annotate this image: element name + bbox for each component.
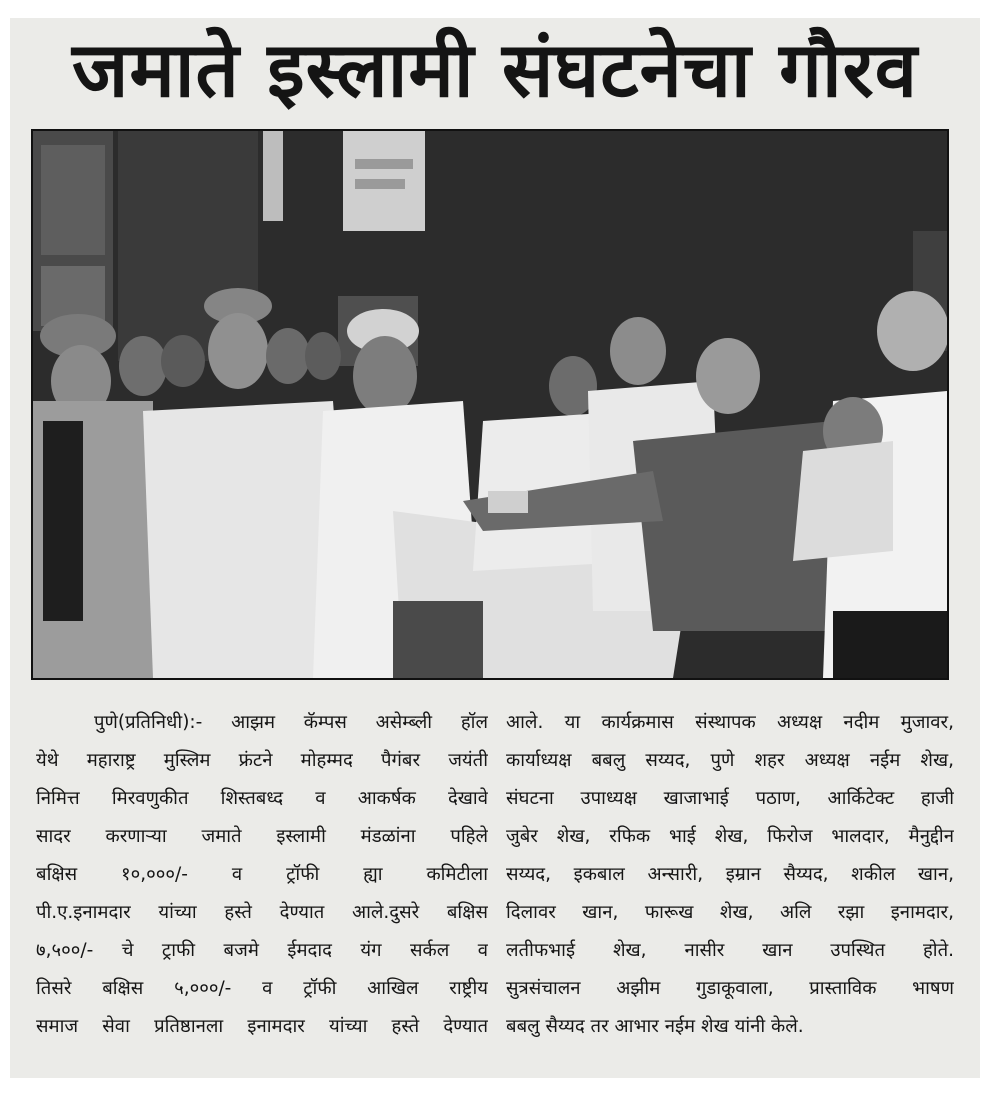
text-line: संघटना उपाध्यक्ष खाजाभाई पठाण, आर्किटेक्ट हाजी — [506, 788, 954, 809]
text-line: सुत्रसंचालन अझीम गुडाकूवाला, प्रास्ताविक भाषण — [506, 978, 954, 999]
text-line: लतीफभाई शेख, नासीर खान उपस्थित होते. — [506, 940, 954, 961]
text-line: बक्षिस १०,०००/- व ट्रॉफी ह्या कमिटीला — [36, 864, 488, 885]
text-line: समाज सेवा प्रतिष्ठानला इनामदार यांच्या हस्ते देण्यात — [36, 1016, 488, 1037]
text-line: कार्याध्यक्ष बबलु सय्यद, पुणे शहर अध्यक्ष नईम शेख, — [506, 750, 954, 771]
text-line: आले. या कार्यक्रमास संस्थापक अध्यक्ष नदीम मुजावर, — [506, 712, 954, 733]
text-line: सादर करणाऱ्या जमाते इस्लामी मंडळांना पहिले — [36, 826, 488, 847]
article-column-right — [506, 704, 954, 1046]
news-photo — [31, 129, 949, 680]
text-line: येथे महाराष्ट्र मुस्लिम फ्रंटने मोहम्मद पैगंबर जयंती — [36, 750, 488, 771]
text-line: बबलु सैय्यद तर आभार नईम शेख यांनी केले. — [506, 1016, 804, 1037]
text-line: पुणे(प्रतिनिधी):- आझम कॅम्पस असेम्ब्ली हॉल — [94, 712, 488, 733]
text-line: निमित्त मिरवणुकीत शिस्तबध्द व आकर्षक देखावे — [36, 788, 488, 809]
text-line: पी.ए.इनामदार यांच्या हस्ते देण्यात आले.दुसरे बक्षिस — [36, 902, 488, 923]
article-column-left — [36, 704, 488, 1046]
text-line: दिलावर खान, फारूख शेख, अलि रझा इनामदार, — [506, 902, 954, 923]
headline: जमाते इस्लामी संघटनेचा गौरव — [72, 25, 918, 114]
text-line: ७,५००/- चे ट्राफी बजमे ईमदाद यंग सर्कल व — [36, 940, 488, 961]
text-line: तिसरे बक्षिस ५,०००/- व ट्रॉफी आखिल राष्ट्रीय — [36, 978, 488, 999]
text-line: जुबेर शेख, रफिक भाई शेख, फिरोज भालदार, मैनुद्दीन — [506, 826, 954, 847]
text-line: सय्यद, इकबाल अन्सारी, इम्रान सैय्यद, शकील खान, — [506, 864, 954, 885]
award-ceremony-photo-icon — [33, 131, 947, 678]
